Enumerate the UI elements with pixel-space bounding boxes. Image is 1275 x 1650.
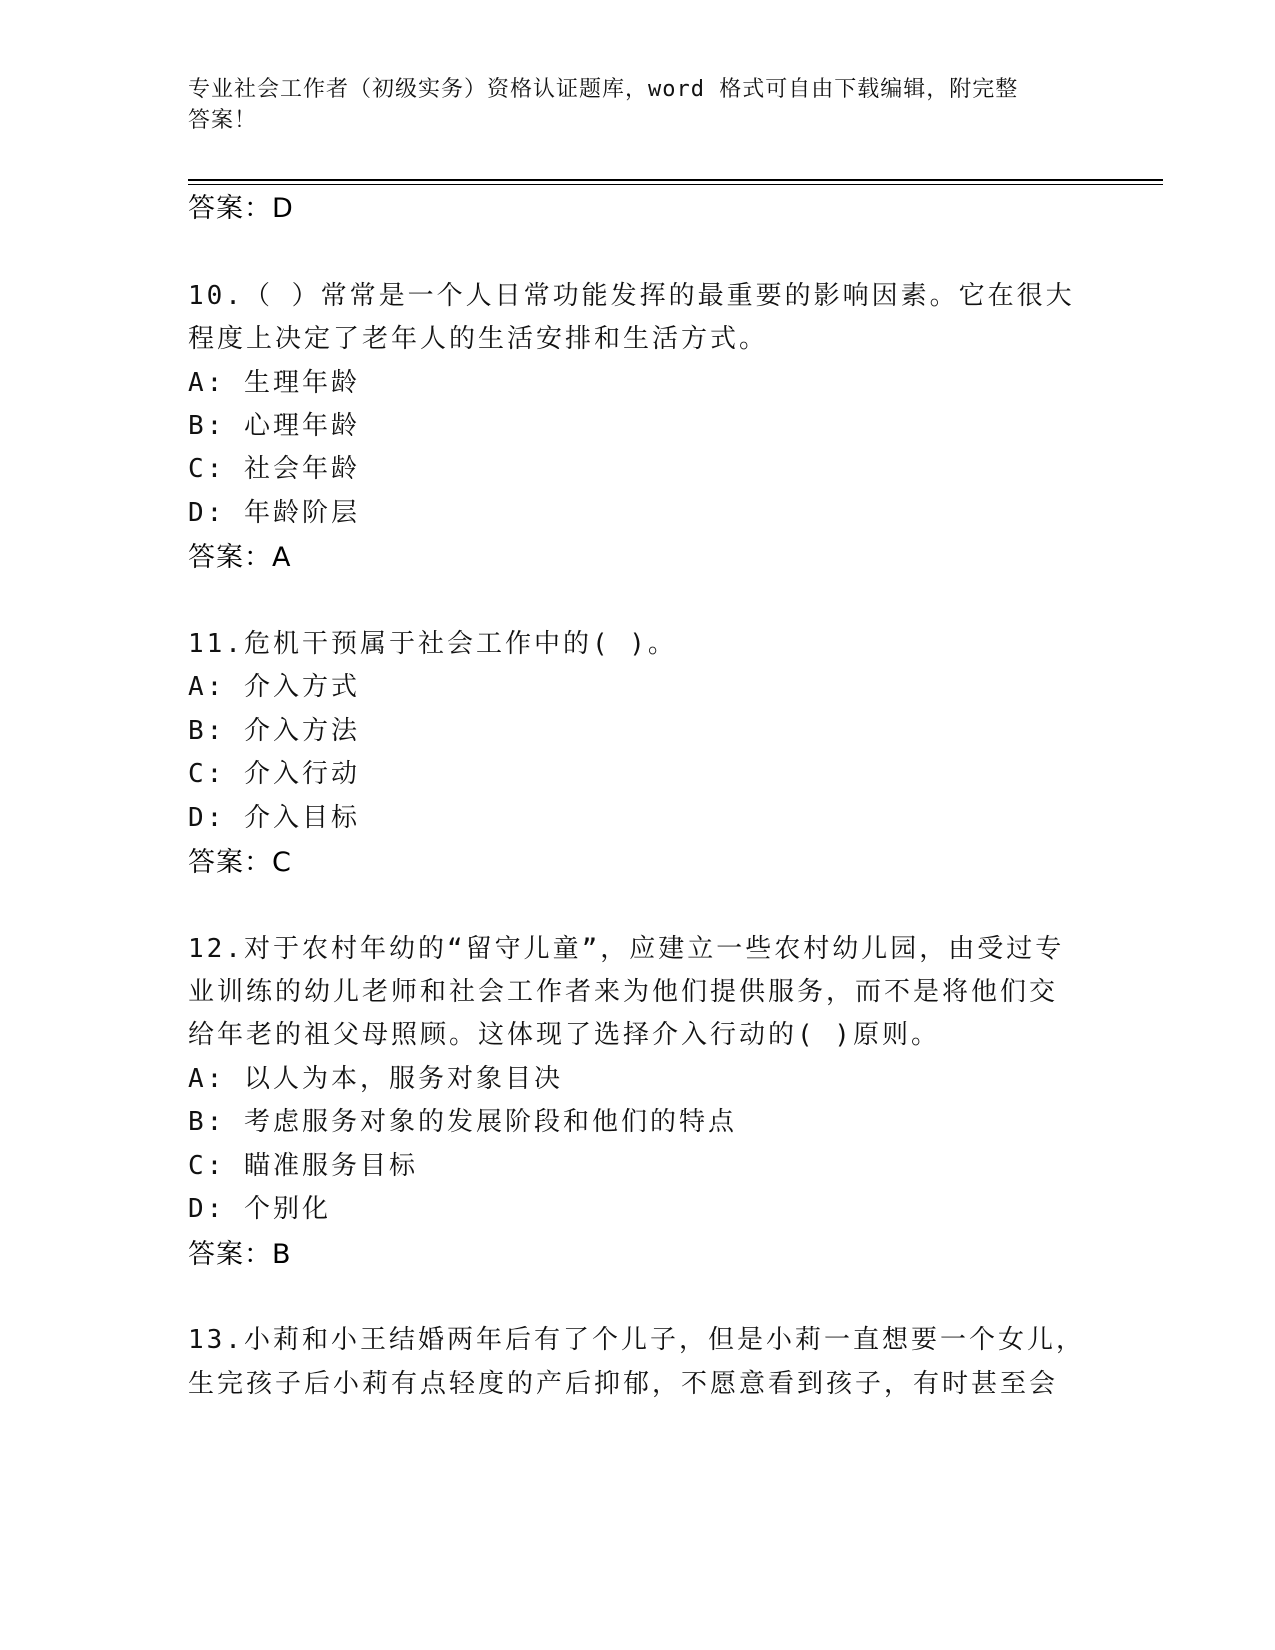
question-10-option-d: D: 年龄阶层 (188, 498, 360, 528)
question-11-option-d: D: 介入目标 (188, 803, 360, 833)
question-13-stem-line-1: 13.小莉和小王结婚两年后有了个儿子，但是小莉一直想要一个女儿， (188, 1325, 1085, 1355)
question-11-option-c: C: 介入行动 (188, 759, 360, 789)
header-line-2: 答案！ (188, 108, 258, 133)
question-12-stem-line-1: 12.对于农村年幼的“留守儿童”，应建立一些农村幼儿园，由受过专 (188, 934, 1065, 964)
question-11-option-b: B: 介入方法 (188, 716, 360, 746)
question-12-option-b: B: 考虑服务对象的发展阶段和他们的特点 (188, 1107, 737, 1137)
question-10-option-a: A: 生理年龄 (188, 368, 360, 398)
question-10-option-c: C: 社会年龄 (188, 454, 360, 484)
question-10-option-b: B: 心理年龄 (188, 411, 360, 441)
question-13-stem-line-2: 生完孩子后小莉有点轻度的产后抑郁，不愿意看到孩子，有时甚至会 (188, 1369, 1059, 1399)
question-10-answer: 答案：A (188, 542, 292, 573)
question-12-option-c: C: 瞄准服务目标 (188, 1151, 418, 1181)
header-divider (188, 179, 1163, 181)
header-divider-thin (188, 184, 1163, 185)
question-11-option-a: A: 介入方式 (188, 672, 360, 702)
question-12-stem-line-2: 业训练的幼儿老师和社会工作者来为他们提供服务，而不是将他们交 (188, 977, 1059, 1007)
previous-answer: 答案：D (188, 193, 294, 224)
header-line-1: 专业社会工作者（初级实务）资格认证题库，word 格式可自由下载编辑，附完整 (188, 77, 1019, 102)
question-11-stem-line-1: 11.危机干预属于社会工作中的( )。 (188, 629, 677, 659)
page-header (188, 74, 1068, 136)
question-10-stem-line-2: 程度上决定了老年人的生活安排和生活方式。 (188, 324, 769, 354)
question-10-stem-line-1: 10.（ ）常常是一个人日常功能发挥的最重要的影响因素。它在很大 (188, 281, 1075, 311)
question-12-stem-line-3: 给年老的祖父母照顾。这体现了选择介入行动的( )原则。 (188, 1020, 940, 1050)
question-11-answer: 答案：C (188, 847, 292, 878)
question-12-answer: 答案：B (188, 1239, 292, 1270)
question-12-option-d: D: 个别化 (188, 1194, 331, 1224)
question-12-option-a: A: 以人为本，服务对象目决 (188, 1064, 563, 1094)
